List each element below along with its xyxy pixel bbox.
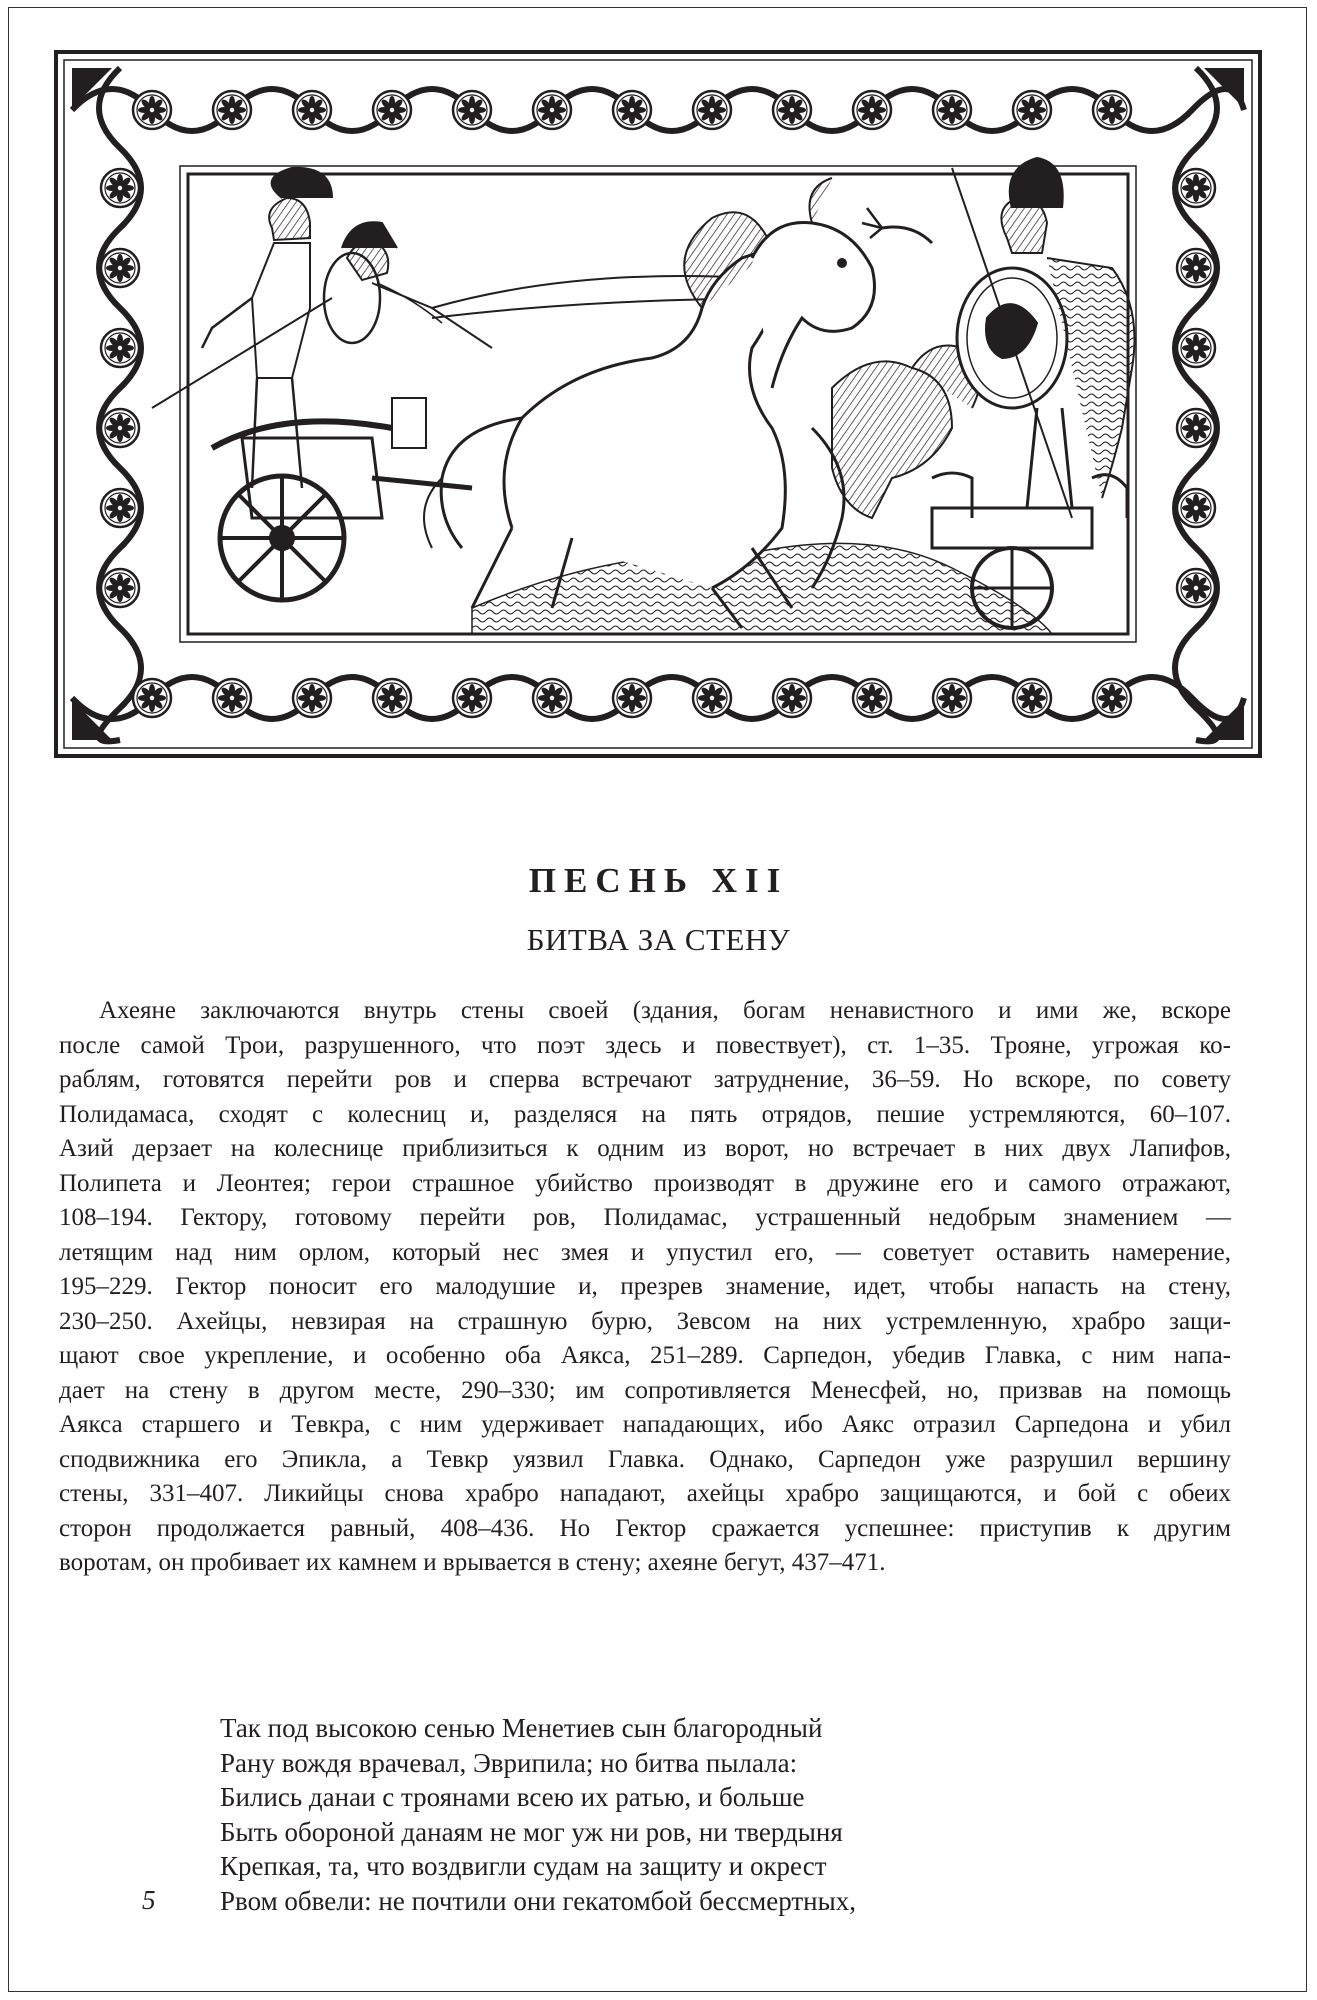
rosette-ornament — [101, 169, 139, 207]
argument-line: сподвижника его Эпикла, а Тевкр уязвил Главка. Однако, Сарпедон уже разрушил вершину — [59, 1445, 1231, 1473]
argument-line: дает на стену в другом месте, 290–330; им сопротивляется Менесфей, но, призвав на помощь — [59, 1376, 1231, 1404]
rosette-ornament — [1013, 679, 1051, 717]
verse-line: Быть обороной данаям не мог уж ни ров, ни твердыня — [220, 1816, 843, 1847]
rosette-ornament — [453, 91, 491, 129]
chariot-battle-illustration — [52, 48, 1264, 760]
rosette-ornament — [1177, 489, 1215, 527]
rosette-ornament — [1013, 91, 1051, 129]
rosette-ornament — [693, 679, 731, 717]
verse-line: Бились данаи с троянами всею их ратью, и больше — [220, 1782, 805, 1812]
rosette-ornament — [133, 91, 171, 129]
illustration-svg — [52, 48, 1264, 760]
rosette-ornament — [213, 679, 251, 717]
rosette-ornament — [1177, 249, 1215, 287]
rosette-ornament — [853, 679, 891, 717]
rosette-ornament — [853, 91, 891, 129]
rosette-ornament — [1093, 91, 1131, 129]
argument-line: 108–194. Гектору, готовому перейти ров, Полидамас, устрашенный недобрым знамением — — [59, 1204, 1231, 1231]
rosette-ornament — [213, 91, 251, 129]
rosette-ornament — [1177, 169, 1215, 207]
argument-line: раблям, готовятся перейти ров и сперва встречают затруднение, 36–59. Но вскоре, по совету — [59, 1066, 1231, 1093]
rosette-ornament — [293, 679, 331, 717]
rosette-ornament — [373, 679, 411, 717]
rosette-ornament — [101, 569, 139, 607]
argument-line: щают свое укрепление, и особенно оба Аякса, 251–289. Сарпедон, убедив Главка, с ним напа- — [59, 1342, 1231, 1369]
argument-line: Аякса старшего и Тевкра, с ним удерживает нападающих, ибо Аякс отразил Сарпедона и убил — [59, 1411, 1231, 1438]
argument-line: 230–250. Ахейцы, невзирая на страшную бурю, Зевсом на них устремленную, храбро защи- — [59, 1307, 1231, 1335]
argument-line: стены, 331–407. Ликийцы снова храбро нападают, ахейцы храбро защищаются, и бой с обеих — [59, 1480, 1231, 1507]
rosette-ornament — [1093, 679, 1131, 717]
rosette-ornament — [773, 679, 811, 717]
rosette-ornament — [933, 91, 971, 129]
argument-line: 195–229. Гектор поносит его малодушие и, презрев знамение, идет, чтобы напасть на стену, — [59, 1273, 1231, 1300]
verse-line: Рвом обвели: не почтили они гекатомбой бессмертных, — [220, 1885, 856, 1916]
rosette-ornament — [101, 409, 139, 447]
argument-line: Полидамаса, сходят с колесниц и, разделяся на пять отрядов, пешие устремляются, 60–107. — [59, 1100, 1231, 1128]
rosette-ornament — [373, 91, 411, 129]
verse-line-number: 5 — [142, 1885, 156, 1915]
rosette-ornament — [133, 679, 171, 717]
rosette-ornament — [613, 679, 651, 717]
rosette-ornament — [101, 249, 139, 287]
argument-line: Азий дерзает на колеснице приблизиться к одним из ворот, но встречает в них двух Лапифов, — [59, 1135, 1231, 1162]
rosette-ornament — [453, 679, 491, 717]
argument-line: воротам, он пробивает их камнем и врывается в стену; ахеяне бегут, 437–471. — [59, 1549, 886, 1576]
argument-paragraph — [59, 994, 1231, 1581]
rosette-ornament — [933, 679, 971, 717]
rosette-ornament — [101, 329, 139, 367]
rosette-ornament — [613, 91, 651, 129]
verse-block — [220, 1711, 1120, 1918]
argument-line: сторон продолжается равный, 408–436. Но Гектор сражается успешнее: приступив к другим — [59, 1514, 1231, 1542]
song-title: ПЕСНЬ XII — [528, 861, 789, 900]
argument-line: после самой Трои, разрушенного, что поэт здесь и повествует), ст. 1–35. Трояне, угрожая ко- — [59, 1031, 1231, 1059]
rosette-ornament — [533, 679, 571, 717]
argument-line: Ахеяне заключаются внутрь стены своей (здания, богам ненавистного и ими же, вскоре — [99, 997, 1231, 1024]
verse-line: Крепкая, та, что воздвигли судам на защиту и окрест — [220, 1851, 827, 1881]
rosette-ornament — [773, 91, 811, 129]
rosette-ornament — [533, 91, 571, 129]
argument-line: летящим над ним орлом, который нес змея и упустил его, — советует оставить намерение, — [59, 1238, 1231, 1266]
rosette-ornament — [693, 91, 731, 129]
rosette-ornament — [293, 91, 331, 129]
rosette-ornament — [1177, 329, 1215, 367]
argument-line: Полипета и Леонтея; герои страшное убийство производят в дружине его и самого отражают, — [59, 1169, 1231, 1197]
verse-line: Так под высокою сенью Менетиев сын благородный — [220, 1713, 823, 1743]
rosette-ornament — [101, 489, 139, 527]
song-subtitle: БИТВА ЗА СТЕНУ — [526, 922, 791, 957]
rosette-ornament — [1177, 569, 1215, 607]
rosette-ornament — [1177, 409, 1215, 447]
verse-line: Рану вождя врачевал, Эврипила; но битва пылала: — [220, 1747, 798, 1778]
